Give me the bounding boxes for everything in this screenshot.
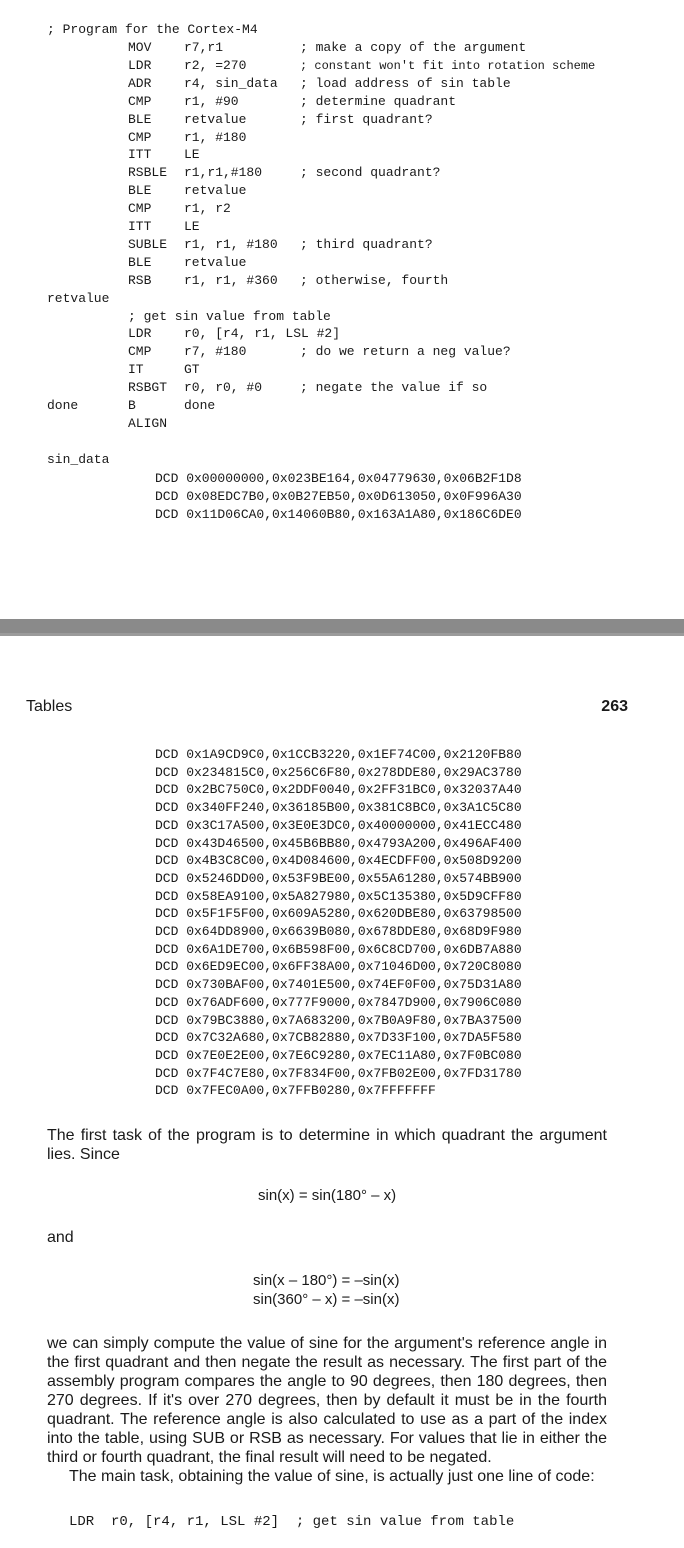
code-args: r1, r1, #360	[184, 272, 278, 288]
code-op: RSB	[128, 272, 152, 288]
dcd-line: DCD 0x11D06CA0,0x14060B80,0x163A1A80,0x186C6DE0	[155, 507, 522, 522]
dcd-line: DCD 0x6A1DE700,0x6B598F00,0x6C8CD700,0x6DB7A880	[155, 941, 522, 957]
dcd-line: DCD 0x00000000,0x023BE164,0x04779630,0x06B2F1D8	[155, 471, 522, 486]
code-op: ITT	[128, 147, 152, 163]
code-args: r7,r1	[184, 40, 224, 55]
code-args: r1, r1, #180	[184, 236, 278, 252]
dcd-line: DCD 0x7F4C7E80,0x7F834F00,0x7FB02E00,0x7FD31780	[155, 1065, 522, 1081]
dcd-line: DCD 0x76ADF600,0x777F9000,0x7847D900,0x7906C080	[155, 994, 522, 1010]
code-op: MOV	[128, 40, 152, 55]
dcd-line: DCD 0x340FF240,0x36185B00,0x381C8BC0,0x3A1C5C80	[155, 800, 522, 816]
code-op: CMP	[128, 93, 152, 109]
paragraph-explanation: we can simply compute the value of sine for the argument's reference angle in the first quadrant and then negate the result as necessary. The first part of the assembly program compares the angle to 90 degrees, then 180 degrees, then 270 degrees. If it's over 270 degrees, then by default it must be in the fourth quadrant. The reference angle is also calculated to use as a part of the index into the table, using SUB or RSB as necessary. For values that lie in either the third or fourth quadrant, the final result will need to be negated.	[47, 1335, 607, 1466]
code-args: r2, =270	[184, 57, 247, 73]
code-op: BLE	[128, 111, 152, 127]
code-args: LE	[184, 219, 200, 234]
code-op: LDR	[128, 326, 152, 342]
dcd-line: DCD 0x7E0E2E00,0x7E6C9280,0x7EC11A80,0x7F0BC080	[155, 1047, 522, 1063]
code-op: ADR	[128, 75, 152, 91]
dcd-line: DCD 0x5F1F5F00,0x609A5280,0x620DBE80,0x63798500	[155, 906, 522, 922]
paragraph-and: and	[47, 1229, 74, 1246]
code-comment: ; determine quadrant	[300, 93, 457, 109]
dcd-line: DCD 0x1A9CD9C0,0x1CCB3220,0x1EF74C00,0x2120FB80	[155, 747, 522, 762]
paragraph-intro: The first task of the program is to determine in which quadrant the argument lies. Since	[47, 1127, 607, 1163]
code-args: r1, #90	[184, 93, 239, 109]
dcd-line: DCD 0x730BAF00,0x7401E500,0x74EF0F00,0x75D31A80	[155, 977, 522, 993]
code-args: LE	[184, 147, 200, 163]
equation-3: sin(360° – x) = –sin(x)	[253, 1291, 400, 1308]
code-label: done	[47, 398, 79, 413]
code-args: r0, r0, #0	[184, 380, 263, 396]
program-header-comment: ; Program for the Cortex-M4	[47, 22, 258, 37]
code-comment: ; do we return a neg value?	[300, 344, 511, 360]
dcd-line: DCD 0x6ED9EC00,0x6FF38A00,0x71046D00,0x720C8080	[155, 959, 522, 975]
code-op: LDR	[128, 57, 152, 73]
code-args: r7, #180	[184, 344, 247, 360]
sin-data-label: sin_data	[47, 452, 110, 467]
code-op: IT	[128, 362, 144, 378]
code-op: SUBLE	[128, 236, 168, 252]
code-comment: ; constant won't fit into rotation scheme	[300, 58, 596, 73]
dcd-line: DCD 0x4B3C8C00,0x4D084600,0x4ECDFF00,0x508D9200	[155, 853, 522, 869]
page-number: 263	[601, 698, 628, 715]
equation-1: sin(x) = sin(180° – x)	[258, 1187, 397, 1204]
dcd-line: DCD 0x43D46500,0x45B6BB80,0x4793A200,0x496AF400	[155, 835, 522, 851]
code-op: B	[128, 398, 136, 413]
code-op: RSBGT	[128, 380, 168, 396]
dcd-line: DCD 0x234815C0,0x256C6F80,0x278DDE80,0x29AC3780	[155, 764, 522, 780]
dcd-line: DCD 0x79BC3880,0x7A683200,0x7B0A9F80,0x7BA37500	[155, 1012, 522, 1028]
code-op: ALIGN	[128, 415, 168, 431]
dcd-line: DCD 0x7FEC0A00,0x7FFB0280,0x7FFFFFFF	[155, 1083, 436, 1099]
final-code-line: LDR r0, [r4, r1, LSL #2] ; get sin value from table	[69, 1514, 515, 1530]
code-comment: ; second quadrant?	[300, 165, 441, 181]
code-args: GT	[184, 362, 200, 378]
dcd-line: DCD 0x08EDC7B0,0x0B27EB50,0x0D613050,0x0F996A30	[155, 489, 522, 504]
page-divider	[0, 619, 684, 636]
dcd-line: DCD 0x5246DD00,0x53F9BE00,0x55A61280,0x574BB900	[155, 870, 522, 886]
code-comment: ; otherwise, fourth	[300, 272, 449, 288]
code-label: retvalue	[47, 290, 110, 306]
code-op: CMP	[128, 344, 152, 360]
dcd-line: DCD 0x58EA9100,0x5A827980,0x5C135380,0x5D9CFF80	[155, 888, 522, 904]
running-head: Tables	[26, 698, 73, 715]
code-args: r0, [r4, r1, LSL #2]	[184, 326, 341, 342]
code-comment: ; negate the value if so	[300, 380, 488, 396]
code-args: r1, r2	[184, 201, 231, 217]
dcd-line: DCD 0x2BC750C0,0x2DDF0040,0x2FF31BC0,0x32037A40	[155, 782, 522, 798]
code-comment: ; load address of sin table	[300, 75, 511, 91]
code-args: retvalue	[184, 111, 247, 127]
code-op: RSBLE	[128, 165, 168, 181]
code-op: ; get sin value from table	[128, 308, 331, 324]
code-op: BLE	[128, 254, 152, 270]
code-comment: ; third quadrant?	[300, 236, 433, 252]
code-comment: ; make a copy of the argument	[300, 40, 527, 55]
code-op: BLE	[128, 183, 152, 199]
dcd-line: DCD 0x3C17A500,0x3E0E3DC0,0x40000000,0x41ECC480	[155, 817, 522, 833]
code-op: CMP	[128, 129, 152, 145]
code-args: done	[184, 398, 216, 413]
paragraph-main-task: The main task, obtaining the value of sine, is actually just one line of code:	[69, 1468, 595, 1485]
dcd-line: DCD 0x7C32A680,0x7CB82880,0x7D33F100,0x7DA5F580	[155, 1030, 522, 1046]
code-args: r1,r1,#180	[184, 165, 263, 181]
code-args: retvalue	[184, 254, 247, 270]
code-comment: ; first quadrant?	[300, 111, 433, 127]
code-args: retvalue	[184, 183, 247, 199]
code-op: CMP	[128, 201, 152, 217]
code-args: r1, #180	[184, 129, 247, 145]
equation-2: sin(x – 180°) = –sin(x)	[253, 1272, 400, 1289]
dcd-line: DCD 0x64DD8900,0x6639B080,0x678DDE80,0x68D9F980	[155, 924, 522, 939]
code-op: ITT	[128, 219, 152, 234]
code-args: r4, sin_data	[184, 75, 278, 91]
